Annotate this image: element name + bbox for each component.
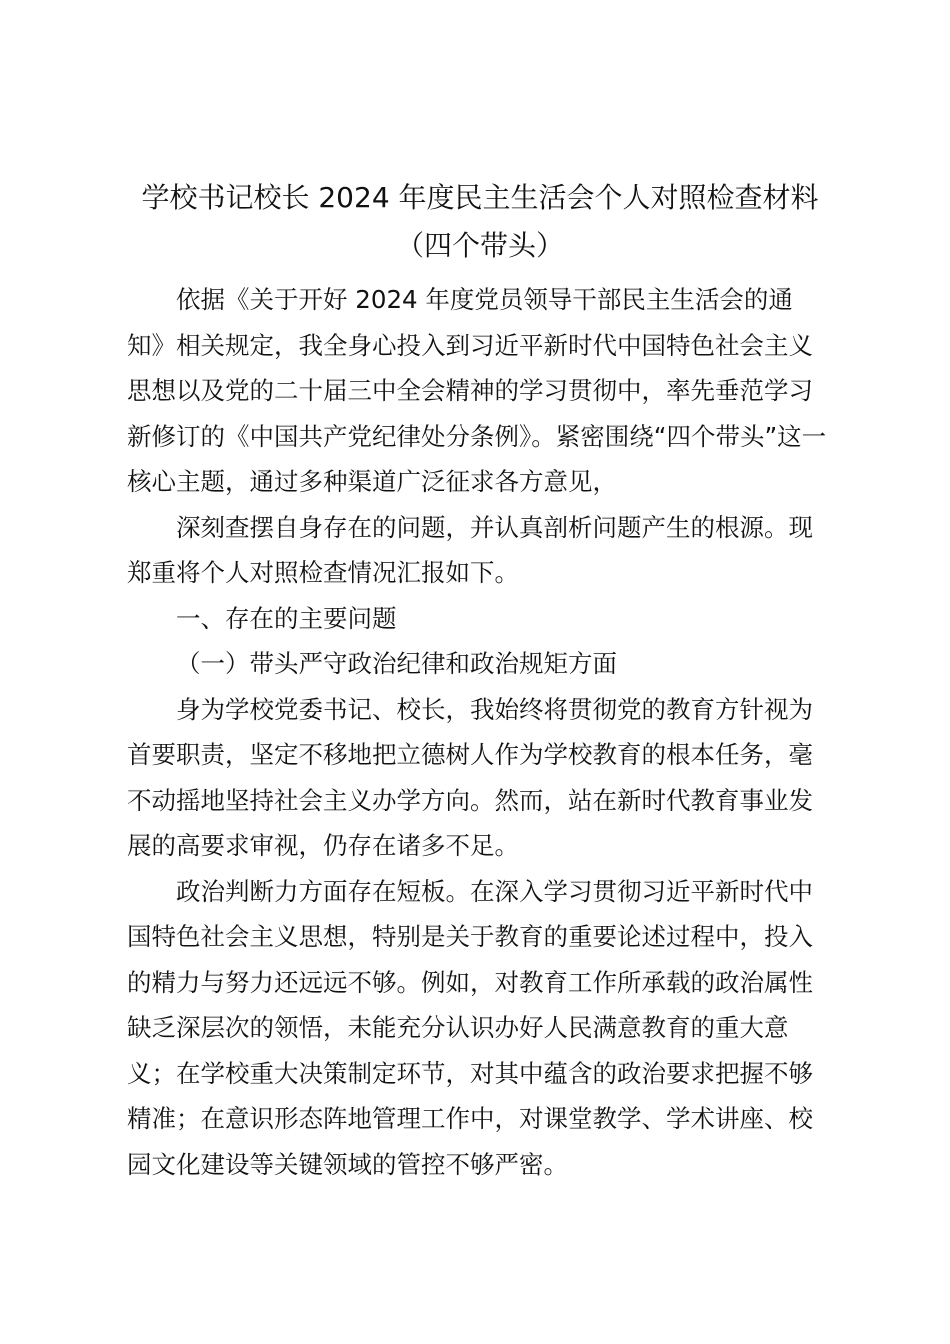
paragraph-intro: 依据《关于开好 2024 年度党员领导干部民主生活会的通知》相关规定，我全身心投入到习近平新时代中国特色社会主义思想以及党的二十届三中全会精神的学习贯彻中，率先垂范学习新修订的《中国共产党纪律处分条例》。紧密围绕“四个带头”这一核心主题，通过多种渠道广泛征求各方意见， (127, 285, 827, 496)
section-heading-main-problems: 一、存在的主要问题 (176, 603, 397, 633)
paragraph-political-judgment: 政治判断力方面存在短板。在深入学习贯彻习近平新时代中国特色社会主义思想，特别是关于教育的重要论述过程中，投入的精力与努力还远远不够。例如，对教育工作所承载的政治属性缺乏深层次的领悟，未能充分认识办好人民满意教育的重大意义；在学校重大决策制定环节，对其中蕴含的政治要求把握不够精准；在意识形态阵地管理工作中，对课堂教学、学术讲座、校园文化建设等关键领域的管控不够严密。 (127, 876, 813, 1179)
document-body (127, 277, 827, 1187)
paragraph-intro-continued: 深刻查摆自身存在的问题，并认真剖析问题产生的根源。现郑重将个人对照检查情况汇报如下。 (127, 512, 813, 587)
paragraph-role-overview: 身为学校党委书记、校长，我始终将贯彻党的教育方针视为首要职责，坚定不移地把立德树人作为学校教育的根本任务，毫不动摇地坚持社会主义办学方向。然而，站在新时代教育事业发展的高要求审视，仍存在诸多不足。 (127, 694, 813, 860)
document-title: 学校书记校长 2024 年度民主生活会个人对照检查材料 (141, 181, 819, 214)
document-subtitle: （四个带头） (395, 229, 564, 262)
subsection-heading-political-discipline: （一）带头严守政治纪律和政治规矩方面 (176, 649, 617, 678)
